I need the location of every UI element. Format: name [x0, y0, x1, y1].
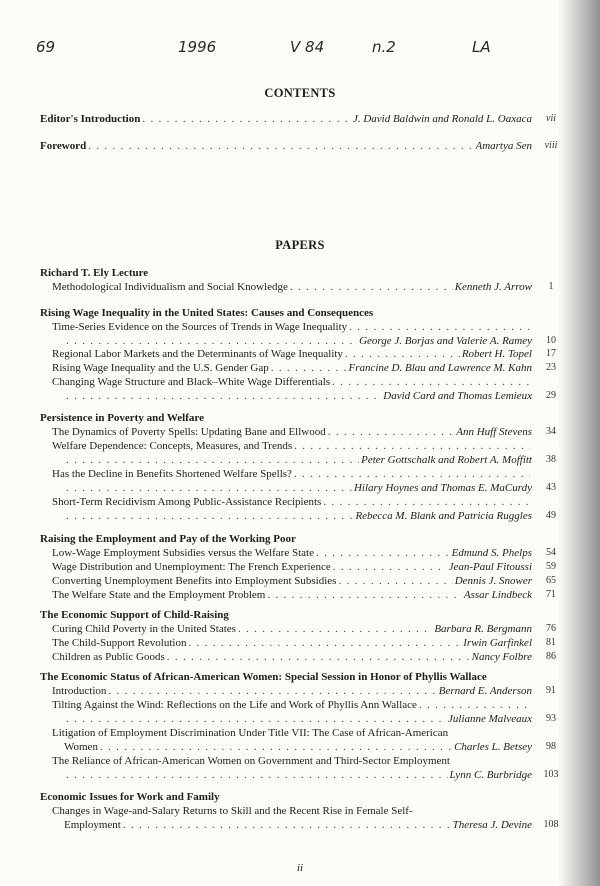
entry-author: Rebecca M. Blank and Patricia Ruggles: [355, 510, 532, 522]
entry-page: vii: [546, 113, 556, 124]
entry-title: Editor's Introduction: [40, 113, 141, 125]
hand-no: n.2: [372, 38, 396, 56]
entry-title: Low-Wage Employment Subsidies versus the Welfare State: [52, 547, 314, 559]
entry-author: Peter Gottschalk and Robert A. Moffitt: [361, 454, 532, 466]
entry-title: Foreword: [40, 140, 87, 152]
entry-author: Ann Huff Stevens: [456, 426, 532, 438]
entry-title: Changes in Wage-and-Salary Returns to Skill and the Recent Rise in Female Self-: [52, 805, 413, 817]
entry-page: 17: [546, 348, 556, 359]
toc-entry[interactable]: [52, 588, 532, 602]
entry-title-cont: Women: [64, 741, 98, 753]
front-entry-foreword[interactable]: [40, 139, 532, 153]
toc-entry[interactable]: [52, 425, 532, 439]
entry-author: Francine D. Blau and Lawrence M. Kahn: [348, 362, 532, 374]
entry-author: Jean-Paul Fitoussi: [448, 561, 532, 573]
page-folio: ii: [296, 862, 304, 874]
entry-title: Rising Wage Inequality and the U.S. Gender Gap: [52, 362, 269, 374]
section-heading: Richard T. Ely Lecture: [40, 267, 149, 279]
entry-author: George J. Borjas and Valerie A. Ramey: [359, 335, 532, 347]
section-heading: Persistence in Poverty and Welfare: [40, 412, 204, 424]
toc-entry[interactable]: [52, 650, 532, 664]
toc-entry-cont[interactable]: [64, 818, 532, 832]
entry-page: 81: [546, 637, 556, 648]
entry-author: Robert H. Topel: [461, 348, 532, 360]
toc-entry-cont[interactable]: [64, 453, 532, 467]
entry-title: Regional Labor Markets and the Determinants of Wage Inequality: [52, 348, 343, 360]
entry-author: Hilary Hoynes and Thomas E. MaCurdy: [353, 482, 532, 494]
entry-author: Theresa J. Devine: [452, 819, 532, 831]
toc-entry[interactable]: [52, 280, 532, 294]
entry-page: 54: [546, 547, 556, 558]
entry-title: Welfare Dependence: Concepts, Measures, and Trends: [52, 440, 293, 452]
entry-page: 93: [546, 713, 556, 724]
entry-page: 91: [546, 685, 556, 696]
section-heading: The Economic Status of African-American Women: Special Session in Honor of Phyllis Wallace: [40, 671, 487, 683]
entry-page: 86: [546, 651, 556, 662]
toc-entry[interactable]: [52, 467, 532, 481]
toc-entry[interactable]: [52, 361, 532, 375]
entry-page: 108: [543, 819, 559, 830]
entry-title-cont: Employment: [64, 819, 121, 831]
entry-page: 29: [546, 390, 556, 401]
entry-page: 49: [546, 510, 556, 521]
entry-title: Methodological Individualism and Social Knowledge: [52, 281, 288, 293]
toc-entry[interactable]: [52, 320, 532, 334]
entry-title: The Welfare State and the Employment Problem: [52, 589, 266, 601]
entry-title: Litigation of Employment Discrimination Under Title VII: The Case of African-American: [52, 727, 449, 739]
hand-year: 1996: [178, 38, 217, 56]
entry-title: The Reliance of African-American Women on Government and Third-Sector Employment: [52, 755, 450, 767]
toc-entry[interactable]: [52, 560, 532, 574]
entry-author: Lynn C. Burbridge: [449, 769, 532, 781]
toc-entry[interactable]: [52, 375, 532, 389]
toc-entry-cont[interactable]: [64, 509, 532, 523]
entry-author: Kenneth J. Arrow: [454, 281, 532, 293]
entry-title: Children as Public Goods: [52, 651, 165, 663]
handwritten-notes: [0, 38, 600, 62]
entry-title: The Dynamics of Poverty Spells: Updating Bane and Ellwood: [52, 426, 326, 438]
entry-page: 23: [546, 362, 556, 373]
entry-author: Bernard E. Anderson: [438, 685, 532, 697]
section-heading: Raising the Employment and Pay of the Working Poor: [40, 533, 296, 545]
toc-entry[interactable]: [52, 698, 532, 712]
toc-entry[interactable]: [52, 636, 532, 650]
toc-entry[interactable]: [52, 684, 532, 698]
entry-title: Tilting Against the Wind: Reflections on the Life and Work of Phyllis Ann Wallace: [52, 699, 417, 711]
toc-entry[interactable]: [52, 574, 532, 588]
entry-page: 103: [543, 769, 559, 780]
papers-title: PAPERS: [275, 238, 325, 252]
entry-author: Dennis J. Snower: [454, 575, 532, 587]
section-heading: Economic Issues for Work and Family: [40, 791, 220, 803]
entry-author: Edmund S. Phelps: [451, 547, 532, 559]
entry-page: 71: [546, 589, 556, 600]
entry-author: Nancy Folbre: [471, 651, 532, 663]
entry-author: J. David Baldwin and Ronald L. Oaxaca: [352, 113, 532, 125]
toc-entry-cont[interactable]: [64, 389, 532, 403]
entry-page: 76: [546, 623, 556, 634]
entry-author: Assar Lindbeck: [463, 589, 532, 601]
entry-author: Charles L. Betsey: [454, 741, 532, 753]
entry-page: 34: [546, 426, 556, 437]
entry-page: 1: [548, 281, 554, 292]
entry-page: 98: [546, 741, 556, 752]
toc-entry[interactable]: [52, 495, 532, 509]
entry-author: Barbara R. Bergmann: [434, 623, 532, 635]
toc-entry[interactable]: [52, 622, 532, 636]
entry-author: David Card and Thomas Lemieux: [383, 390, 532, 402]
toc-entry[interactable]: [52, 439, 532, 453]
toc-entry[interactable]: [52, 546, 532, 560]
entry-page: viii: [544, 140, 558, 151]
section-heading: The Economic Support of Child-Raising: [40, 609, 229, 621]
entry-title: The Child-Support Revolution: [52, 637, 187, 649]
toc-entry-cont[interactable]: [64, 712, 532, 726]
entry-page: 10: [546, 335, 556, 346]
entry-page: 38: [546, 454, 556, 465]
entry-title: Time-Series Evidence on the Sources of Trends in Wage Inequality: [52, 321, 348, 333]
entry-title: Converting Unemployment Benefits into Employment Subsidies: [52, 575, 337, 587]
entry-title: Changing Wage Structure and Black–White Wage Differentials: [52, 376, 331, 388]
front-entry-editors-intro[interactable]: [40, 112, 532, 126]
hand-code: LA: [472, 38, 491, 56]
entry-page: 59: [546, 561, 556, 572]
entry-title: Introduction: [52, 685, 107, 697]
toc-entry-cont[interactable]: [64, 481, 532, 495]
hand-num: 69: [36, 38, 56, 56]
toc-entry-cont[interactable]: [64, 768, 532, 782]
entry-title: Wage Distribution and Unemployment: The French Experience: [52, 561, 331, 573]
entry-title: Short-Term Recidivism Among Public-Assistance Recipients: [52, 496, 322, 508]
entry-title: Has the Decline in Benefits Shortened Welfare Spells?: [52, 468, 292, 480]
toc-entry-cont[interactable]: [64, 334, 532, 348]
toc-entry[interactable]: [52, 347, 532, 361]
entry-author: Julianne Malveaux: [448, 713, 532, 725]
section-heading: Rising Wage Inequality in the United States: Causes and Consequences: [40, 307, 374, 319]
contents-title: CONTENTS: [264, 86, 336, 100]
hand-vol: V 84: [290, 38, 325, 56]
entry-author: Amartya Sen: [475, 140, 532, 152]
entry-title: Curing Child Poverty in the United States: [52, 623, 236, 635]
entry-page: 65: [546, 575, 556, 586]
binding-shadow: [558, 0, 600, 886]
toc-entry-cont[interactable]: [64, 740, 532, 754]
entry-author: Irwin Garfinkel: [463, 637, 532, 649]
entry-page: 43: [546, 482, 556, 493]
